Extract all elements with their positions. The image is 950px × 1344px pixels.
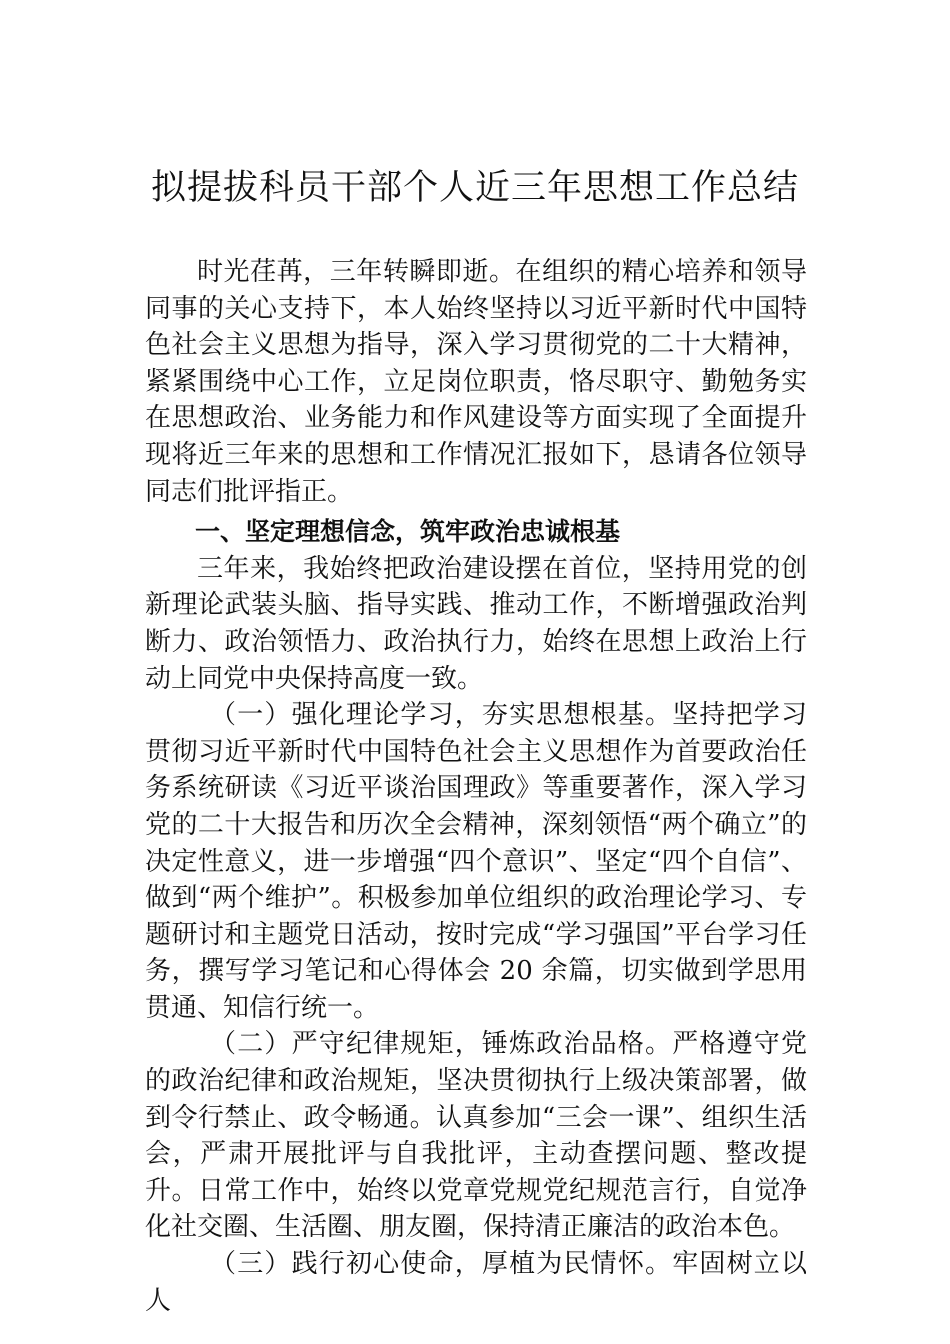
document-title: 拟提拔科员干部个人近三年思想工作总结 <box>150 168 799 208</box>
document-body <box>145 254 807 1319</box>
section-1-intro-paragraph: 三年来，我始终把政治建设摆在首位，坚持用党的创新理论武装头脑、指导实践、推动工作，不断增强政治判断力、政治领悟力、政治执行力，始终在思想上政治上行动上同党中央保持高度一致。 <box>145 553 807 694</box>
intro-paragraph: 时光荏苒，三年转瞬即逝。在组织的精心培养和领导同事的关心支持下，本人始终坚持以习近平新时代中国特色社会主义思想为指导，深入学习贯彻党的二十大精神，紧紧围绕中心工作，立足岗位职责，恪尽职守、勤勉务实在思想政治、业务能力和作风建设等方面实现了全面提升现将近三年来的思想和工作情况汇报如下，恳请各位领导同志们批评指正。 <box>145 257 807 507</box>
subsection-1-paragraph: （一）强化理论学习，夯实思想根基。坚持把学习贯彻习近平新时代中国特色社会主义思想作为首要政治任务系统研读《习近平谈治国理政》等重要著作，深入学习党的二十大报告和历次全会精神，深刻领悟“两个确立”的决定性意义，进一步增强“四个意识”、坚定“四个自信”、做到“两个维护”。积极参加单位组织的政治理论学习、专题研讨和主题党日活动，按时完成“学习强国”平台学习任务，撰写学习笔记和心得体会 20 余篇，切实做到学思用贯通、知信行统一。 <box>145 700 807 1023</box>
section-heading-1: 一、坚定理想信念，筑牢政治忠诚根基 <box>195 517 621 547</box>
subsection-3-paragraph: （三）践行初心使命，厚植为民情怀。牢固树立以人 <box>145 1249 807 1316</box>
subsection-2-paragraph: （二）严守纪律规矩，锤炼政治品格。严格遵守党的政治纪律和政治规矩，坚决贯彻执行上级决策部署，做到令行禁止、政令畅通。认真参加“三会一课”、组织生活会，严肃开展批评与自我批评，主动查摆问题、整改提升。日常工作中，始终以党章党规党纪规范言行，自觉净化社交圈、生活圈、朋友圈，保持清正廉洁的政治本色。 <box>145 1029 807 1243</box>
